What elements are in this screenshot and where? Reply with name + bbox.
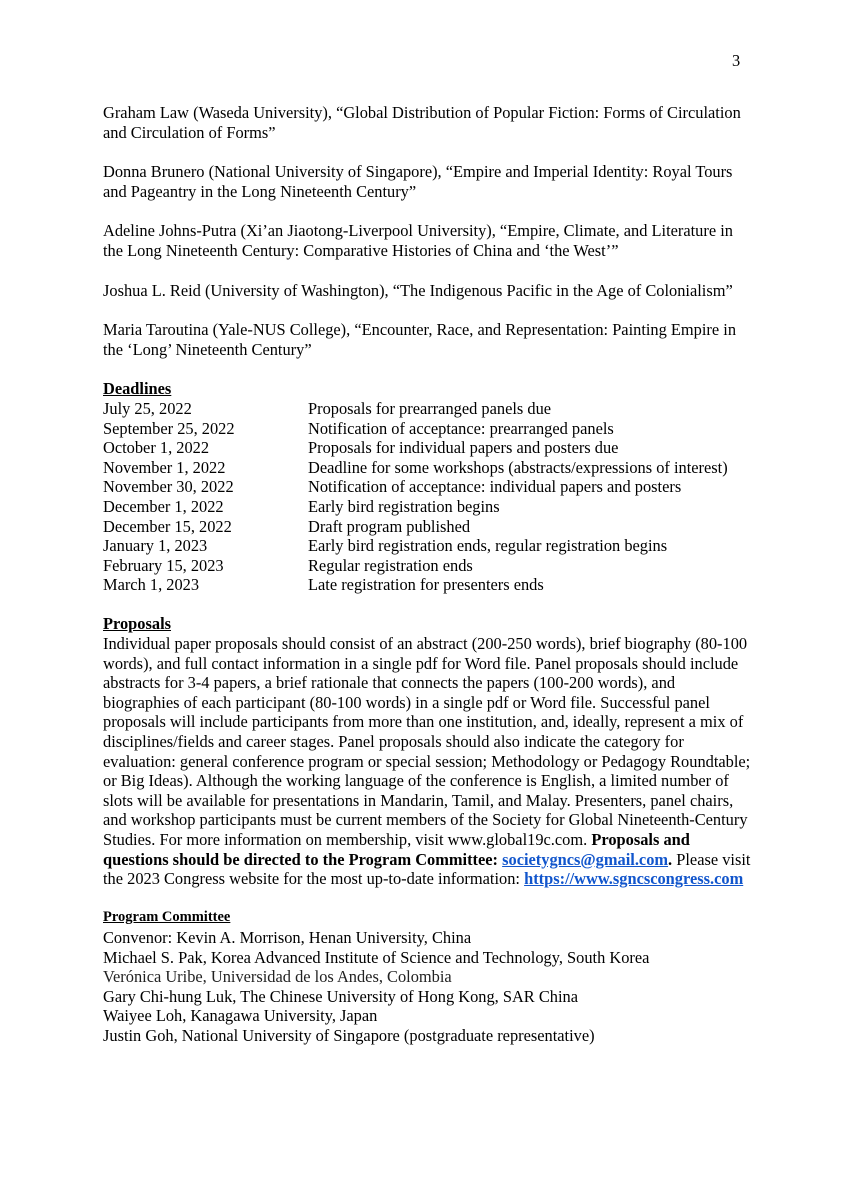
page-number: 3 [732,51,741,70]
deadline-description: Proposals for individual papers and posters due [308,438,619,458]
committee-member: Verónica Uribe, Universidad de los Andes, Colombia [103,967,452,987]
deadline-description: Notification of acceptance: individual papers and posters [308,477,682,497]
deadline-row [103,438,753,458]
deadline-date: December 15, 2022 [103,516,232,536]
program-committee-heading: Program Committee [103,909,231,926]
deadline-date: February 15, 2023 [103,555,224,575]
deadline-date: November 30, 2022 [103,477,234,497]
congress-website-link[interactable]: https://www.sgncscongress.com [524,869,744,889]
deadline-description: Regular registration ends [308,555,473,575]
speaker-entry: Maria Taroutina (Yale-NUS College), “Encounter, Race, and Representation: Painting Empire in the ‘Long’ Nineteenth Century” [103,320,737,359]
deadline-date: September 25, 2022 [103,418,235,438]
deadline-row [103,517,753,537]
email-period: . [668,849,673,869]
proposals-section [103,614,753,888]
proposals-paragraph [103,634,751,889]
deadline-date: July 25, 2022 [103,398,192,418]
proposals-directive: Proposals and questions should be directed to the Program Committee: [103,830,690,869]
deadline-row [103,419,753,439]
deadline-row [103,556,753,576]
deadlines-heading: Deadlines [103,379,172,399]
proposals-body: Individual paper proposals should consist of an abstract (200-250 words), brief biography (80-100 words), and full contact information in a single pdf for Word file. Panel proposals should include abstracts for 3-4 papers, a brief rationale that connects the papers (100-200 words), and biographies of each participant (80-100 words) in a single pdf or Word file. Successful panel proposals will include participants from more than one institution, and, ideally, represent a mix of disciplines/fields and career stages. Panel proposals should also indicate the category for evaluation: general conference program or special session; Methodology or Pedagogy Roundtable; or Big Ideas). Although the working language of the conference is English, a limited number of slots will be available for presentations in Mandarin, Tamil, and Malay. Presenters, panel chairs, and workshop participants must be current members of the Society for Global Nineteenth-Century Studies. For more information on membership, visit www.global19c.com. [103,634,751,849]
speaker-list [103,103,753,359]
committee-member: Michael S. Pak, Korea Advanced Institute of Science and Technology, South Korea [103,947,650,967]
committee-member: Gary Chi-hung Luk, The Chinese University of Hong Kong, SAR China [103,986,578,1006]
committee-member: Waiyee Loh, Kanagawa University, Japan [103,1006,378,1026]
deadline-row [103,399,753,419]
committee-member: Convenor: Kevin A. Morrison, Henan University, China [103,927,472,947]
document-body [103,103,753,1046]
deadline-description: Early bird registration begins [308,496,500,516]
speaker-entry: Joshua L. Reid (University of Washington), “The Indigenous Pacific in the Age of Colonialism” [103,280,733,300]
deadline-description: Early bird registration ends, regular registration begins [308,536,668,556]
deadline-row [103,536,753,556]
speaker-entry: Adeline Johns-Putra (Xi’an Jiaotong-Liverpool University), “Empire, Climate, and Literature in the Long Nineteenth Century: Comparative Histories of China and ‘the West’” [103,221,733,260]
committee-member: Justin Goh, National University of Singapore (postgraduate representative) [103,1025,595,1045]
deadline-description: Draft program published [308,516,471,536]
deadline-row [103,575,753,595]
deadline-row [103,477,753,497]
deadline-description: Deadline for some workshops (abstracts/expressions of interest) [308,457,728,477]
speaker-entry: Donna Brunero (National University of Singapore), “Empire and Imperial Identity: Royal Tours and Pageantry in the Long Nineteenth Century” [103,162,733,201]
deadline-date: December 1, 2022 [103,496,224,516]
deadlines-section [103,379,753,595]
program-committee-section [103,908,753,1045]
deadline-date: November 1, 2022 [103,457,226,477]
proposals-heading: Proposals [103,614,172,634]
visit-text: Please visit the 2023 Congress website for the most up-to-date information: [103,849,751,889]
deadline-date: October 1, 2022 [103,438,210,458]
deadline-date: January 1, 2023 [103,536,208,556]
contact-email-link[interactable]: societygncs@gmail.com [502,849,669,869]
speaker-entry: Graham Law (Waseda University), “Global Distribution of Popular Fiction: Forms of Circulation and Circulation of Forms” [103,103,741,142]
deadline-row [103,497,753,517]
deadline-description: Late registration for presenters ends [308,575,544,595]
deadline-row [103,458,753,478]
deadline-date: March 1, 2023 [103,575,200,595]
deadline-description: Proposals for prearranged panels due [308,398,552,418]
deadline-description: Notification of acceptance: prearranged panels [308,418,614,438]
